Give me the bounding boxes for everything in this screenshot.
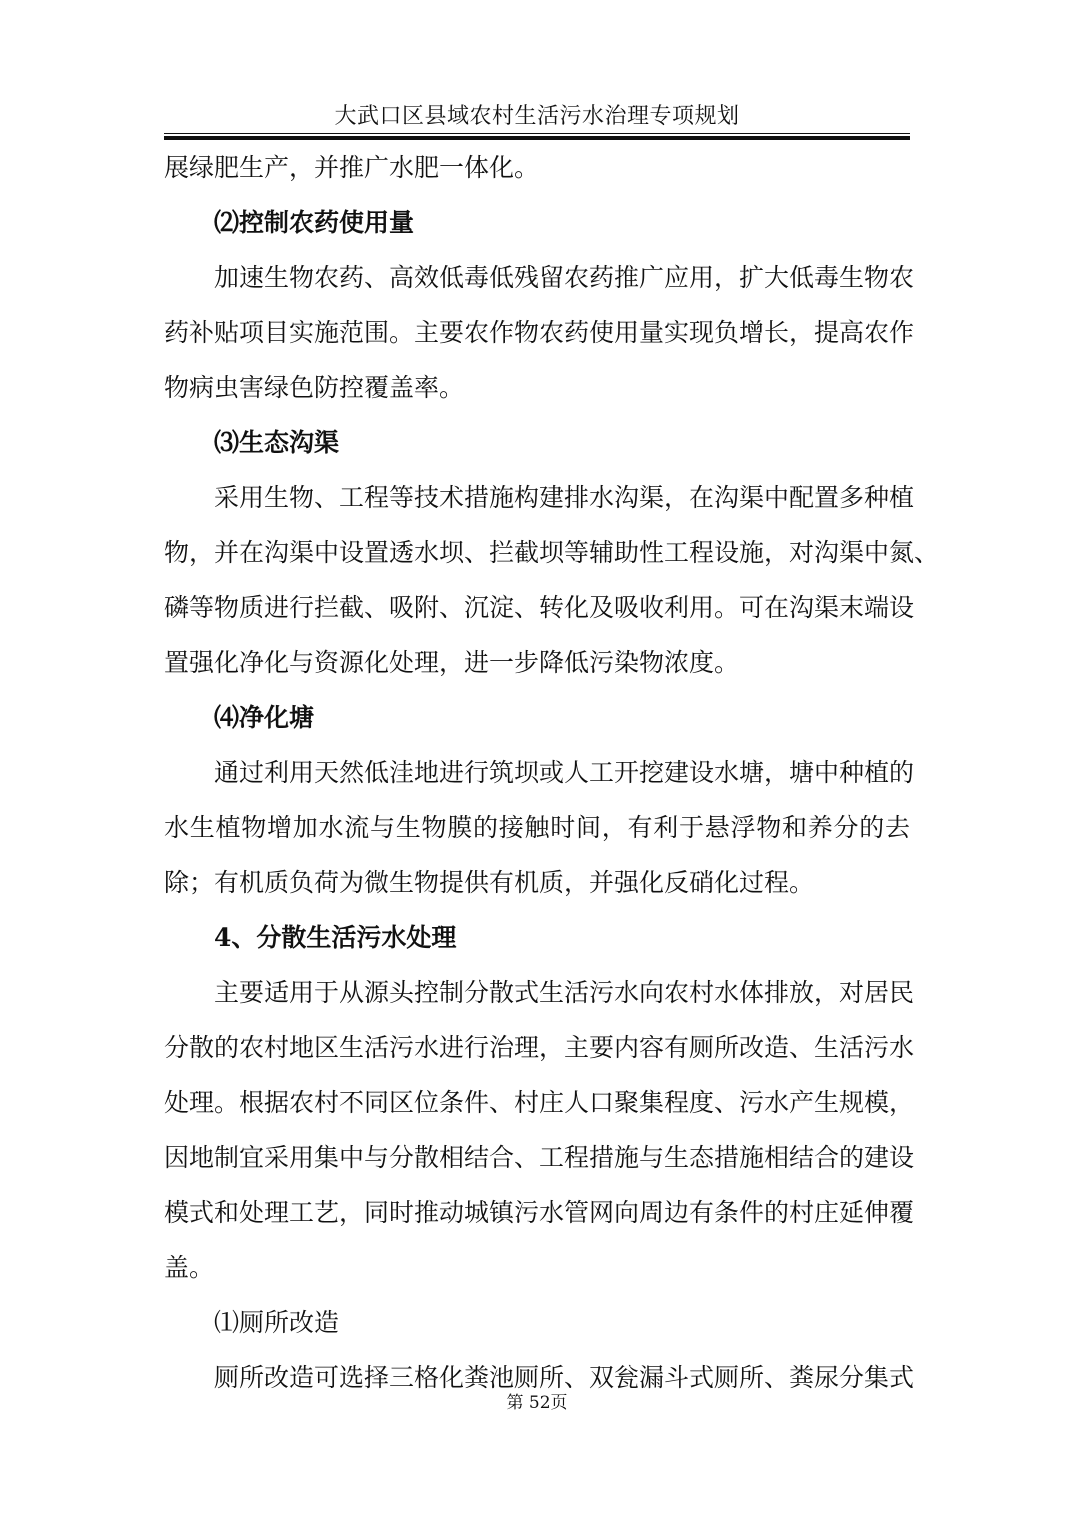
- paragraph-line: 厕所改造可选择三格化粪池厕所、双瓮漏斗式厕所、粪尿分集式: [214, 1363, 915, 1392]
- paragraph-line: 除；有机质负荷为微生物提供有机质，并强化反硝化过程。: [164, 868, 815, 897]
- paragraph-line: 模式和处理工艺，同时推动城镇污水管网向周边有条件的村庄延伸覆: [164, 1198, 915, 1227]
- paragraph-line: 通过利用天然低洼地进行筑坝或人工开挖建设水塘，塘中种植的: [214, 758, 915, 787]
- section-heading: ⑷净化塘: [214, 703, 315, 732]
- paragraph-line: 物，并在沟渠中设置透水坝、拦截坝等辅助性工程设施，对沟渠中氮、: [164, 538, 940, 567]
- paragraph-line: 盖。: [164, 1253, 215, 1282]
- paragraph-line: 水生植物增加水流与生物膜的接触时间，有利于悬浮物和养分的去: [164, 813, 910, 842]
- section-heading: 4、分散生活污水处理: [214, 923, 457, 952]
- paragraph-line: 展绿肥生产，并推广水肥一体化。: [164, 153, 540, 182]
- document-body: [164, 140, 940, 1405]
- paragraph-line: 采用生物、工程等技术措施构建排水沟渠，在沟渠中配置多种植: [214, 483, 915, 512]
- paragraph-line: 处理。根据农村不同区位条件、村庄人口聚集程度、污水产生规模，: [164, 1088, 915, 1117]
- paragraph-line: 置强化净化与资源化处理，进一步降低污染物浓度。: [164, 648, 740, 677]
- subsection-heading: ⑴厕所改造: [214, 1308, 340, 1337]
- header-rule-thin: [164, 133, 910, 134]
- paragraph-line: 物病虫害绿色防控覆盖率。: [164, 373, 465, 402]
- section-heading: ⑶生态沟渠: [214, 428, 340, 457]
- section-heading: ⑵控制农药使用量: [214, 208, 415, 237]
- page-number: 第 52页: [506, 1393, 568, 1413]
- paragraph-line: 药补贴项目实施范围。主要农作物农药使用量实现负增长，提高农作: [164, 318, 915, 347]
- paragraph-line: 磷等物质进行拦截、吸附、沉淀、转化及吸收利用。可在沟渠末端设: [164, 593, 915, 622]
- paragraph-line: 因地制宜采用集中与分散相结合、工程措施与生态措施相结合的建设: [164, 1143, 915, 1172]
- paragraph-line: 加速生物农药、高效低毒低残留农药推广应用，扩大低毒生物农: [214, 263, 915, 292]
- page-header: 大武口区县域农村生活污水治理专项规划: [334, 104, 740, 129]
- paragraph-line: 主要适用于从源头控制分散式生活污水向农村水体排放，对居民: [214, 978, 915, 1007]
- paragraph-line: 分散的农村地区生活污水进行治理，主要内容有厕所改造、生活污水: [164, 1033, 915, 1062]
